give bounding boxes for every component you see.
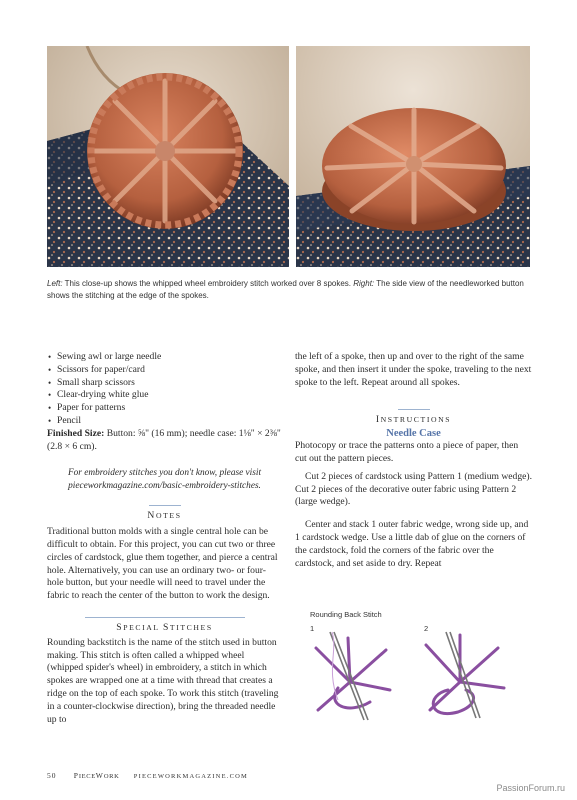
heading-initial-1: S: [116, 621, 124, 633]
finished-size: [47, 428, 282, 454]
needle-case-subhead: Needle Case: [386, 428, 441, 440]
notes-heading-rest: OTES: [155, 511, 182, 521]
list-item: • Small sharp scissors: [47, 377, 282, 390]
instructions-heading-rest: NSTRUCTIONS: [380, 415, 452, 425]
stitch-diagram: [308, 610, 508, 730]
note-line-2: pieceworkmagazine.com/basic-embroidery-stitches.: [68, 481, 261, 492]
left-column: [47, 351, 282, 726]
list-item: • Paper for patterns: [47, 402, 282, 415]
page-number: 50: [47, 771, 57, 780]
embroidery-note: [47, 467, 282, 493]
rounding-back-stitch-figure: [308, 610, 508, 730]
special-stitches-section: [47, 617, 282, 726]
page-footer: [47, 771, 248, 780]
notes-section: [47, 505, 282, 603]
figure-step-1-label: 1: [310, 624, 315, 633]
caption-left-text: This close-up shows the whipped wheel embroidery stitch worked over 8 spokes.: [62, 279, 354, 288]
special-stitches-body: Rounding backstitch is the name of the stitch used in button making. This stitch is often called a whipped wheel (whipped spider's wheel) in embroidery, a stitch in which spokes are wrapped one at a time with thread that creates a ridge on the top of each spoke. To work this stitch (traveling in a counter-clockwise direction), bring the threaded needle up to: [47, 636, 279, 725]
heading-rest-2: TITCHES: [169, 622, 213, 632]
heading-rest-1: PECIAL: [123, 622, 163, 632]
divider: [398, 409, 430, 410]
list-item: • Scissors for paper/card: [47, 364, 282, 377]
divider: [149, 505, 181, 506]
caption-left-label: Left:: [47, 279, 63, 288]
photo-caption: [47, 278, 532, 301]
special-stitches-continued: the left of a spoke, then up and over to the right of the same spoke, and then insert it under the spoke, traveling to the next spoke to the left. Repeat around all spokes.: [295, 351, 532, 388]
instructions-paragraph-3: Center and stack 1 outer fabric wedge, wrong side up, and 1 cardstock wedge. Use a little dab of glue on the corners of the cardstock, fold the corners of the fabric over the cardstock, and set aside to dry. Repeat: [295, 519, 529, 569]
instructions-section: [295, 409, 532, 570]
photo-button-side-view: [296, 46, 530, 267]
instructions-heading: [295, 414, 532, 427]
magazine-url: PIECEWORKMAGAZINE.COM: [133, 773, 248, 780]
list-item: • Pencil: [47, 415, 282, 428]
instructions-paragraph-1: Photocopy or trace the patterns onto a piece of paper, then cut out the pattern pieces.: [295, 440, 519, 464]
finished-size-label: Finished Size:: [47, 427, 105, 439]
caption-right-label: Right:: [353, 279, 375, 288]
heading-initial-2: S: [162, 621, 170, 633]
notes-heading: [47, 510, 282, 523]
figure-step-2-label: 2: [424, 624, 429, 633]
magazine-name: PIECEWORK: [73, 771, 120, 780]
notes-heading-initial: N: [147, 510, 156, 522]
watermark: PassionForum.ru: [496, 783, 565, 793]
list-item: • Clear-drying white glue: [47, 389, 282, 402]
caption-right-text: The side view of the needleworked button shows the stitching at the edge of the spokes.: [47, 279, 524, 300]
photo-button-top-view: [47, 46, 289, 267]
divider: [85, 617, 245, 618]
finished-size-text: Button: ⅝" (16 mm); needle case: 1⅛" × 2⅜" (2.8 × 6 cm).: [47, 427, 281, 452]
instructions-paragraph-2: Cut 2 pieces of cardstock using Pattern 1 (medium wedge). Cut 2 pieces of the decorative outer fabric using Pattern 2 (large wedge).: [295, 470, 532, 508]
special-stitches-heading: [47, 622, 282, 635]
supplies-list: [47, 351, 282, 428]
right-column: [295, 351, 532, 570]
instructions-heading-initial: I: [375, 414, 381, 426]
note-line-1: For embroidery stitches you don't know, please visit: [67, 468, 262, 479]
figure-title: Rounding Back Stitch: [310, 610, 382, 619]
notes-body: Traditional button molds with a single central hole can be difficult to obtain. For this project, you can cut two or three circles of cardstock, glue them together, and pierce a central hole. Alternatively, you can use an ordinary two- or four-hole button, but your needle will need to travel under the fabric to reach the center of the button to work the design.: [47, 526, 278, 602]
list-item: • Sewing awl or large needle: [47, 351, 282, 364]
